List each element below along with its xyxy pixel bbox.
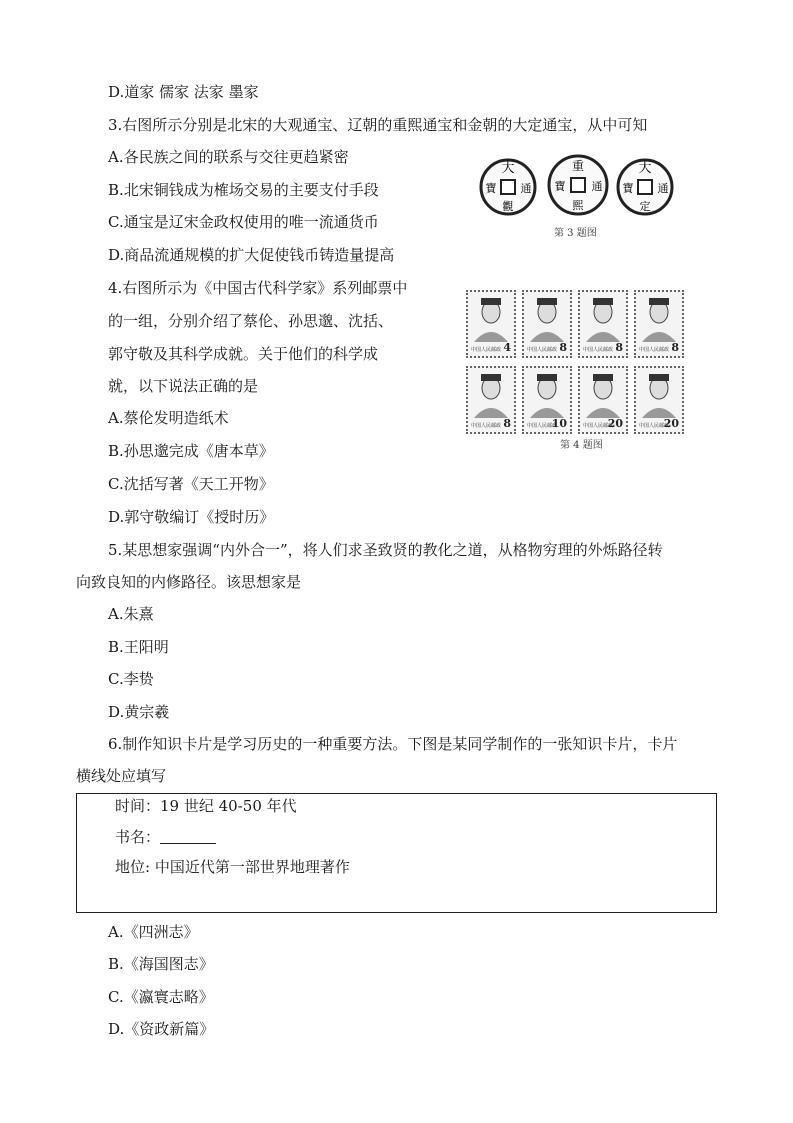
card-book-label: 书名：	[115, 828, 161, 846]
q6-option-d: D.《资政新篇》	[108, 1020, 215, 1038]
stamp-value: 4	[503, 341, 511, 354]
coin-character: 通	[520, 182, 532, 195]
stamp-label: 中国人民邮政	[471, 347, 502, 353]
stamp-label: 中国人民邮政	[527, 423, 558, 429]
stamp-label: 中国人民邮政	[639, 423, 670, 429]
option-d-prev: D.道家 儒家 法家 墨家	[108, 83, 259, 101]
stamp	[634, 366, 684, 434]
coin-daguan	[481, 160, 535, 214]
card-book-row	[115, 827, 216, 847]
q3-option-a: A.各民族之间的联系与交往更趋紧密	[108, 148, 349, 166]
stamp-label: 中国人民邮政	[583, 347, 614, 353]
stamp-value: 8	[615, 341, 623, 354]
stamp	[466, 290, 516, 358]
coin-character: 大	[501, 161, 515, 176]
q3-option-d: D.商品流通规模的扩大促使钱币铸造量提高	[108, 246, 395, 264]
coin-character: 通	[657, 182, 669, 195]
q6-option-b: B.《海国图志》	[108, 955, 214, 973]
stamp-portrait-icon	[636, 292, 682, 342]
coin-character: 觀	[502, 200, 514, 213]
stamp-portrait-icon	[580, 368, 626, 418]
stamp-value: 8	[559, 341, 567, 354]
question-5-stem-line1: 5.某思想家强调“内外合一”，将人们求圣致贤的教化之道，从格物穷理的外烁路径转	[108, 541, 663, 559]
stamp-value: 8	[671, 341, 679, 354]
figure-3-coins	[478, 150, 676, 240]
question-4-stem-line3: 郭守敬及其科学成就。关于他们的科学成	[108, 345, 379, 363]
stamp-portrait-icon	[468, 368, 514, 418]
stamp-portrait-icon	[524, 292, 570, 342]
stamp-label: 中国人民邮政	[583, 423, 614, 429]
coin-character: 定	[639, 200, 651, 213]
stamp-value: 20	[663, 417, 679, 430]
stamp	[578, 290, 628, 358]
stamp	[634, 290, 684, 358]
stamp-portrait-icon	[468, 292, 514, 342]
q4-option-d: D.郭守敬编订《授时历》	[108, 508, 275, 526]
coin-character: 通	[591, 180, 603, 193]
coin-character: 大	[638, 161, 652, 176]
stamp-portrait-icon	[524, 368, 570, 418]
figure-4-caption: 第 4 题图	[560, 440, 603, 451]
coins-image	[478, 150, 676, 225]
stamp-value: 10	[551, 417, 567, 430]
question-4-stem-line1: 4.右图所示为《中国古代科学家》系列邮票中	[108, 279, 408, 297]
q5-option-c: C.李贽	[108, 670, 154, 688]
q4-option-a: A.蔡伦发明造纸术	[108, 409, 229, 427]
q4-option-c: C.沈括写著《天工开物》	[108, 475, 274, 493]
question-4-stem-line2: 的一组，分别介绍了蔡伦、孙思邈、沈括、	[108, 312, 394, 330]
stamp-portrait-icon	[636, 368, 682, 418]
stamp-value: 8	[503, 417, 511, 430]
q4-option-b: B.孙思邈完成《唐本草》	[108, 442, 274, 460]
coin-dading	[618, 160, 672, 214]
stamp	[578, 366, 628, 434]
coin-character: 重	[571, 159, 585, 173]
coin-character: 熙	[572, 199, 584, 212]
stamp-portrait-icon	[580, 292, 626, 342]
q6-option-c: C.《瀛寰志略》	[108, 988, 214, 1006]
figure-4-stamps	[466, 290, 692, 455]
stamp-value: 20	[607, 417, 623, 430]
question-6-stem-line2: 横线处应填写	[76, 767, 167, 785]
card-book-blank	[160, 829, 216, 844]
coin-character: 寶	[554, 180, 566, 193]
knowledge-card	[76, 793, 717, 913]
question-4-stem-line4: 就，以下说法正确的是	[108, 377, 259, 395]
card-time: 时间：19 世纪 40-50 年代	[115, 797, 297, 815]
stamp	[466, 366, 516, 434]
stamp-label: 中国人民邮政	[639, 347, 670, 353]
stamp	[522, 290, 572, 358]
card-status: 地位: 中国近代第一部世界地理著作	[115, 858, 350, 876]
q5-option-a: A.朱熹	[108, 605, 154, 623]
q3-option-b: B.北宋铜钱成为榷场交易的主要支付手段	[108, 181, 379, 199]
question-6-stem-line1: 6.制作知识卡片是学习历史的一种重要方法。下图是某同学制作的一张知识卡片，卡片	[108, 735, 678, 753]
stamp-label: 中国人民邮政	[471, 423, 502, 429]
q6-option-a: A.《四洲志》	[108, 923, 199, 941]
q3-option-c: C.通宝是辽宋金政权使用的唯一流通货币	[108, 213, 379, 231]
coin-chongxi	[549, 156, 607, 214]
stamp-label: 中国人民邮政	[527, 347, 558, 353]
stamp	[522, 366, 572, 434]
coin-character: 寶	[485, 182, 497, 195]
q5-option-b: B.王阳明	[108, 638, 169, 656]
coin-character: 寶	[622, 182, 634, 195]
question-3-stem: 3.右图所示分别是北宋的大观通宝、辽朝的重熙通宝和金朝的大定通宝，从中可知	[108, 116, 648, 134]
q5-option-d: D.黄宗羲	[108, 703, 170, 721]
figure-3-caption: 第 3 题图	[554, 228, 597, 239]
question-5-stem-line2: 向致良知的内修路径。该思想家是	[76, 573, 302, 591]
